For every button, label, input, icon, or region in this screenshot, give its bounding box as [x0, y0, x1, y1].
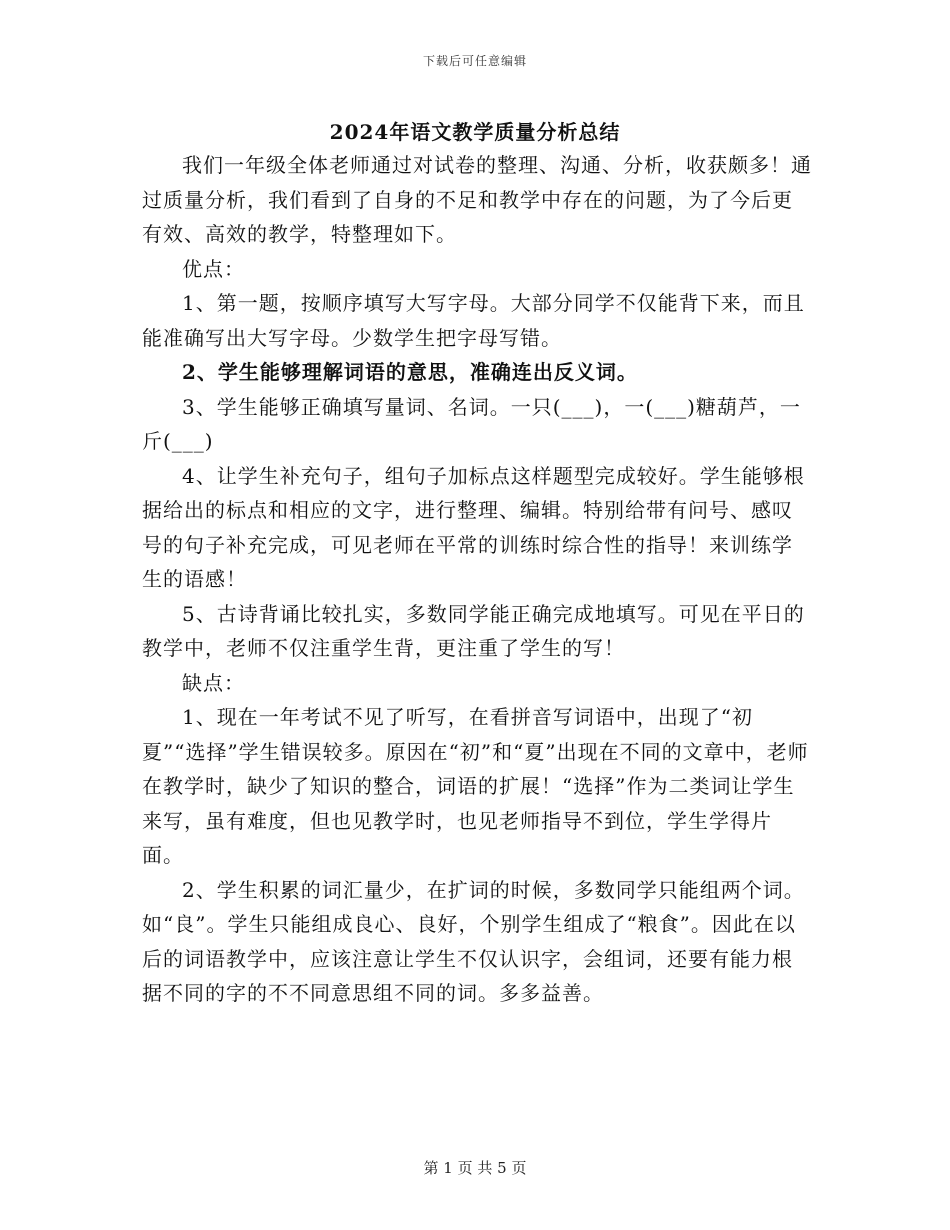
section-heading-strengths: 优点：: [182, 256, 245, 281]
intro-paragraph: 我们一年级全体老师通过对试卷的整理、沟通、分析，收获颇多！通过质量分析，我们看到了自身的不足和教学中存在的问题，为了今后更有效、高效的教学，特整理如下。: [142, 153, 812, 246]
strength-item-4: 4、让学生补充句子，组句子加标点这样题型完成较好。学生能够根据给出的标点和相应的文字，进行整理、编辑。特别给带有问号、感叹号的句子补充完成，可见老师在平常的训练时综合性的指导！来训练学生的语感！: [142, 463, 805, 591]
document-title: 2024年语文教学质量分析总结: [329, 120, 621, 144]
section-heading-weaknesses: 缺点：: [182, 670, 245, 695]
strength-item-1: 1、第一题，按顺序填写大写字母。大部分同学不仅能背下来，而且能准确写出大写字母。少数学生把字母写错。: [142, 291, 805, 350]
strength-item-2: 2、学生能够理解词语的意思，准确连出反义词。: [182, 360, 638, 384]
weakness-item-2: 2、学生积累的词汇量少，在扩词的时候，多数同学只能组两个词。如“良”。学生只能组成良心、良好，个别学生组成了“粮食”。因此在以后的词语教学中，应该注意让学生不仅认识字，会组词，还要有能力根据不同的字的不不同意思组不同的词。多多益善。: [142, 877, 805, 1005]
page-number: 第 1 页 共 5 页: [423, 1159, 527, 1177]
page-header-note: 下载后可任意编辑: [422, 54, 527, 68]
document-body: [142, 148, 812, 1011]
weakness-item-1: 1、现在一年考试不见了听写，在看拼音写词语中，出现了“初夏”“选择”学生错误较多。原因在“初”和“夏”出现在不同的文章中，老师在教学时，缺少了知识的整合，词语的扩展！“选择”作为二类词让学生来写，虽有难度，但也见教学时，也见老师指导不到位，学生学得片面。: [142, 705, 809, 867]
strength-item-3: 3、学生能够正确填写量词、名词。一只(___)，一(___)糖葫芦，一斤(___): [142, 394, 801, 453]
strength-item-5: 5、古诗背诵比较扎实，多数同学能正确完成地填写。可见在平日的教学中，老师不仅注重学生背，更注重了学生的写！: [142, 601, 805, 660]
